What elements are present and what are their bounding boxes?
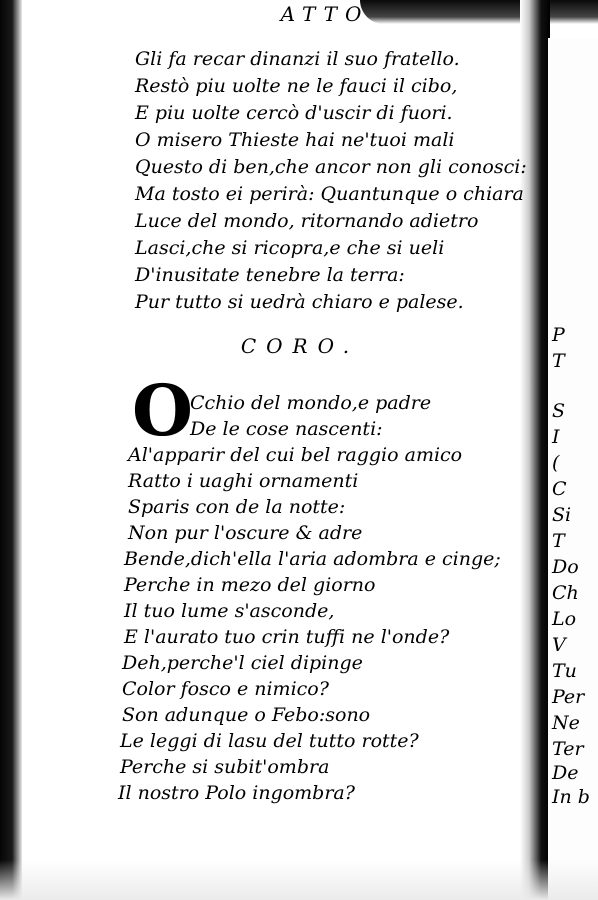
book-gutter: [520, 0, 550, 900]
verse-line: Il nostro Polo ingombra?: [118, 782, 355, 804]
verse-line: Ratto i uaghi ornamenti: [128, 470, 359, 492]
facing-fragment: C: [552, 478, 567, 500]
facing-fragment: Si: [552, 504, 572, 526]
facing-fragment: Tu: [552, 660, 577, 682]
section-title-coro: CORO.: [240, 334, 360, 358]
facing-fragment: Ter: [552, 738, 584, 760]
verse-line: De le cose nascenti:: [190, 418, 383, 440]
verse-line: Bende,dich'ella l'aria adombra e cinge;: [124, 548, 501, 570]
facing-fragment: I: [552, 426, 560, 448]
facing-fragment: Do: [552, 556, 579, 578]
facing-fragment: P: [552, 324, 565, 346]
verse-line: Color fosco e nimico?: [122, 678, 329, 700]
verse-line: Restò piu uolte ne le fauci il cibo,: [135, 75, 458, 97]
verse-line: Le leggi di lasu del tutto rotte?: [120, 730, 419, 752]
verse-line: Al'apparir del cui bel raggio amico: [128, 444, 463, 466]
facing-fragment: T: [552, 530, 565, 552]
facing-fragment: Ne: [552, 712, 580, 734]
verse-line: Son adunque o Febo:sono: [122, 704, 371, 726]
verse-line: Pur tutto si uedrà chiaro e palese.: [135, 291, 464, 313]
facing-fragment: De: [552, 762, 579, 784]
facing-fragment: (: [552, 452, 560, 474]
running-head: ATTO: [280, 2, 370, 26]
verse-line: Ma tosto ei perirà: Quantunque o chiara: [135, 183, 524, 205]
facing-fragment: S: [552, 400, 566, 422]
bottom-shadow: [0, 860, 598, 900]
verse-line: Sparis con de la notte:: [128, 496, 346, 518]
verse-line: Lasci,che si ricopra,e che si ueli: [135, 237, 445, 259]
verse-line: O misero Thieste hai ne'tuoi mali: [135, 129, 455, 151]
facing-page: [548, 38, 598, 900]
verse-line: Perche in mezo del giorno: [124, 574, 376, 596]
verse-line: Perche si subit'ombra: [120, 756, 330, 778]
verse-line: Il tuo lume s'asconde,: [124, 600, 335, 622]
facing-fragment: Per: [552, 686, 585, 708]
verse-line: Cchio del mondo,e padre: [190, 392, 432, 414]
drop-cap: O: [132, 369, 193, 452]
page-edge-shadow: [0, 0, 22, 900]
verse-line: Questo di ben,che ancor non gli conosci:: [135, 156, 527, 178]
facing-fragment: Ch: [552, 582, 579, 604]
verse-line: E piu uolte cercò d'uscir di fuori.: [135, 102, 453, 124]
facing-fragment: In b: [552, 786, 590, 808]
verse-line: Luce del mondo, ritornando adietro: [135, 210, 479, 232]
verse-line: Gli fa recar dinanzi il suo fratello.: [135, 48, 460, 70]
verse-line: D'inusitate tenebre la terra:: [135, 264, 405, 286]
verse-line: E l'aurato tuo crin tuffi ne l'onde?: [124, 626, 450, 648]
facing-fragment: V: [552, 634, 566, 656]
facing-fragment: T: [552, 350, 565, 372]
verse-line: Non pur l'oscure & adre: [128, 522, 363, 544]
facing-fragment: Lo: [552, 608, 577, 630]
verse-line: Deh,perche'l ciel dipinge: [122, 652, 363, 674]
